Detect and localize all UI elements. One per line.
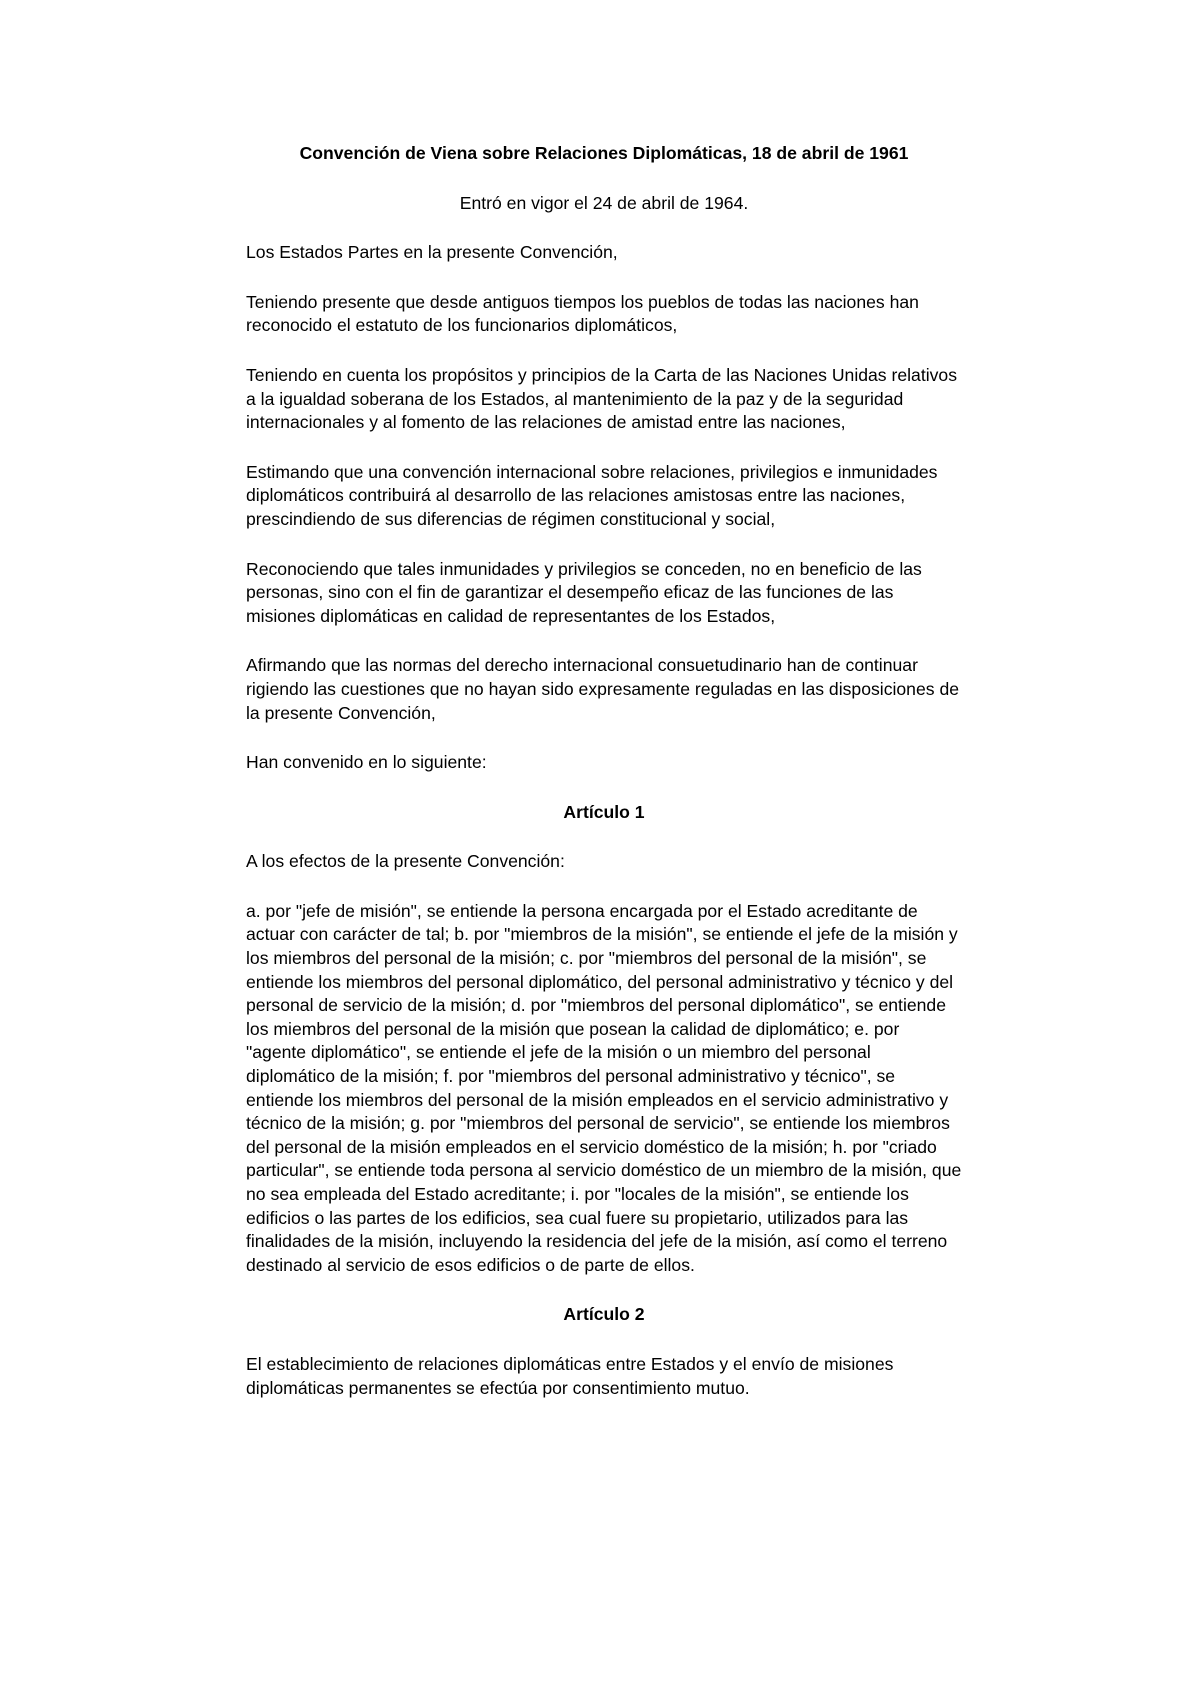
article-2-paragraph: El establecimiento de relaciones diplomáticas entre Estados y el envío de misiones diplomáticas permanentes se efectúa por consentimiento mutuo. (246, 1353, 894, 1398)
preamble-paragraph: Han convenido en lo siguiente: (246, 752, 487, 773)
article-2-heading: Artículo 2 (563, 1304, 645, 1325)
article-1-paragraph: A los efectos de la presente Convención: (246, 851, 565, 872)
document-subtitle: Entró en vigor el 24 de abril de 1964. (459, 192, 749, 213)
preamble-paragraph: Estimando que una convención internacional sobre relaciones, privilegios e inmunidades diplomáticos contribuirá al desarrollo de las relaciones amistosas entre las naciones, prescindiendo de sus diferencias de régimen constitucional y social, (246, 461, 938, 529)
document-title: Convención de Viena sobre Relaciones Diplomáticas, 18 de abril de 1961 (299, 143, 909, 163)
preamble-paragraph: Reconociendo que tales inmunidades y privilegios se conceden, no en beneficio de las personas, sino con el fin de garantizar el desempeño eficaz de las funciones de las misiones diplomáticas en calidad de representantes de los Estados, (246, 558, 922, 626)
preamble-paragraph: Los Estados Partes en la presente Convención, (246, 242, 618, 263)
article-1-paragraph: a. por "jefe de misión", se entiende la persona encargada por el Estado acreditante de actuar con carácter de tal; b. por "miembros de la misión", se entiende el jefe de la misión y los miembros del personal de la misión; c. por "miembros del personal de la misión", se entiende los miembros del personal diplomático, del personal administrativo y técnico y del personal de servicio de la misión; d. por "miembros del personal diplomático", se entiende los miembros del personal de la misión que posean la calidad de diplomático; e. por "agente diplomático", se entiende el jefe de la misión o un miembro del personal diplomático de la misión; f. por "miembros del personal administrativo y técnico", se entiende los miembros del personal de la misión empleados en el servicio administrativo y técnico de la misión; g. por "miembros del personal de servicio", se entiende los miembros del personal de la misión empleados en el servicio doméstico de la misión; h. por "criado particular", se entiende toda persona al servicio doméstico de un miembro de la misión, que no sea empleada del Estado acreditante; i. por "locales de la misión", se entiende los edificios o las partes de los edificios, sea cual fuere su propietario, utilizados para las finalidades de la misión, incluyendo la residencia del jefe de la misión, así como el terreno destinado al servicio de esos edificios o de parte de ellos. (246, 900, 962, 1275)
article-1-heading: Artículo 1 (563, 801, 645, 822)
preamble-paragraph: Afirmando que las normas del derecho internacional consuetudinario han de continuar rigiendo las cuestiones que no hayan sido expresamente reguladas en las disposiciones de la presente Convención, (246, 655, 960, 723)
preamble-paragraph: Teniendo en cuenta los propósitos y principios de la Carta de las Naciones Unidas relativos a la igualdad soberana de los Estados, al mantenimiento de la paz y de la seguridad internacionales y al fomento de las relaciones de amistad entre las naciones, (246, 364, 957, 433)
document-page (246, 142, 962, 1426)
preamble-paragraph: Teniendo presente que desde antiguos tiempos los pueblos de todas las naciones han reconocido el estatuto de los funcionarios diplomáticos, (246, 291, 919, 336)
